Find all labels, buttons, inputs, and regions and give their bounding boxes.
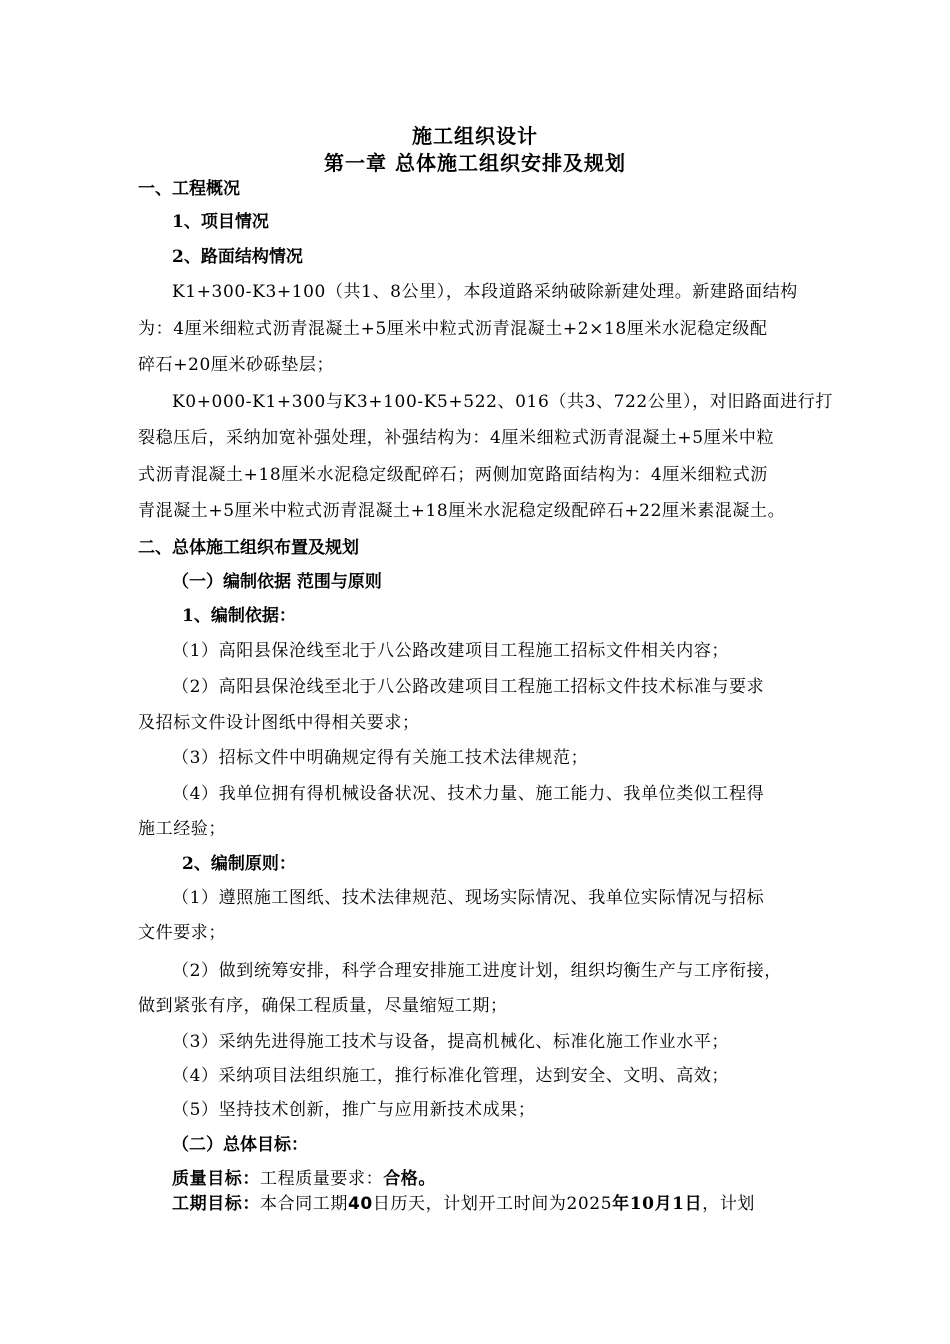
list-item: （2）做到统筹安排，科学合理安排施工进度计划，组织均衡生产与工序衔接， bbox=[172, 961, 782, 981]
document-title: 施工组织设计 bbox=[412, 124, 538, 148]
list-item: （5）坚持技术创新，推广与应用新技术成果； bbox=[172, 1100, 536, 1120]
paragraph-line: 青混凝土+5厘米中粒式沥青混凝土+18厘米水泥稳定级配碎石+22厘米素混凝土。 bbox=[138, 501, 786, 521]
section-heading-organization: 二、总体施工组织布置及规划 bbox=[138, 538, 359, 558]
list-item: （2）高阳县保沧线至北于八公路改建项目工程施工招标文件技术标准与要求 bbox=[172, 677, 765, 697]
quality-goal-label: 质量目标： bbox=[172, 1169, 260, 1189]
schedule-goal-text: 日历天，计划开工时间为2025 bbox=[372, 1194, 613, 1214]
section-heading-overview: 一、工程概况 bbox=[138, 179, 240, 199]
paragraph-line: 式沥青混凝土+18厘米水泥稳定级配碎石；两侧加宽路面结构为：4厘米细粒式沥 bbox=[138, 465, 768, 485]
list-item: （1）遵照施工图纸、技术法律规范、现场实际情况、我单位实际情况与招标 bbox=[172, 888, 765, 908]
schedule-goal-line bbox=[172, 1192, 950, 1216]
item-project-info: 1、项目情况 bbox=[172, 212, 269, 232]
item-pavement-structure: 2、路面结构情况 bbox=[172, 247, 303, 267]
list-item-continuation: 文件要求； bbox=[138, 923, 226, 943]
paragraph-line: 为：4厘米细粒式沥青混凝土+5厘米中粒式沥青混凝土+2×18厘米水泥稳定级配 bbox=[138, 319, 768, 339]
list-item-continuation: 及招标文件设计图纸中得相关要求； bbox=[138, 713, 420, 733]
schedule-goal-text: ，计划 bbox=[702, 1194, 756, 1214]
paragraph-line: K0+000-K1+300与K3+100-K5+522、016（共3、722公里），对旧路面进行打 bbox=[172, 392, 833, 412]
subsection-overall-goals: （二）总体目标： bbox=[172, 1135, 308, 1155]
list-item: （1）高阳县保沧线至北于八公路改建项目工程施工招标文件相关内容； bbox=[172, 641, 730, 661]
quality-goal-line bbox=[172, 1167, 950, 1191]
schedule-goal-start-date: 年10月1日 bbox=[612, 1194, 703, 1214]
list-item: （3）采纳先进得施工技术与设备，提高机械化、标准化施工作业水平； bbox=[172, 1032, 730, 1052]
heading-compilation-principles: 2、编制原则： bbox=[182, 854, 296, 874]
paragraph-line: 碎石+20厘米砂砾垫层； bbox=[138, 355, 335, 375]
paragraph-line: K1+300-K3+100（共1、8公里），本段道路采纳破除新建处理。新建路面结构 bbox=[172, 282, 798, 302]
schedule-goal-days: 40 bbox=[348, 1194, 373, 1214]
list-item-continuation: 施工经验； bbox=[138, 819, 226, 839]
paragraph-line: 裂稳压后，采纳加宽补强处理，补强结构为：4厘米细粒式沥青混凝土+5厘米中粒 bbox=[138, 428, 775, 448]
chapter-title: 第一章 总体施工组织安排及规划 bbox=[324, 151, 626, 175]
schedule-goal-label: 工期目标： bbox=[172, 1194, 260, 1214]
list-item-continuation: 做到紧张有序，确保工程质量，尽量缩短工期； bbox=[138, 996, 508, 1016]
list-item: （4）采纳项目法组织施工，推行标准化管理，达到安全、文明、高效； bbox=[172, 1066, 730, 1086]
heading-compilation-basis: 1、编制依据： bbox=[182, 606, 296, 626]
schedule-goal-text: 本合同工期 bbox=[260, 1194, 348, 1214]
quality-goal-value: 合格。 bbox=[383, 1169, 437, 1189]
list-item: （4）我单位拥有得机械设备状况、技术力量、施工能力、我单位类似工程得 bbox=[172, 784, 765, 804]
subsection-basis-scope-principles: （一）编制依据 范围与原则 bbox=[172, 572, 382, 592]
quality-goal-text: 工程质量要求： bbox=[260, 1169, 384, 1189]
list-item: （3）招标文件中明确规定得有关施工技术法律规范； bbox=[172, 748, 589, 768]
